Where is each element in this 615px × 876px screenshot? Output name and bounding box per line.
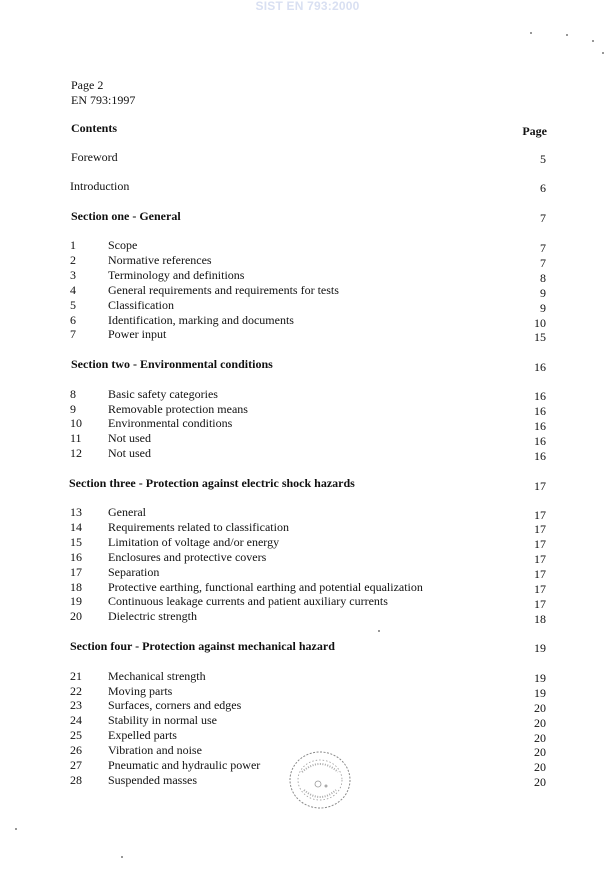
section-page: 16	[534, 360, 546, 374]
toc-item-title[interactable]: Terminology and definitions	[108, 268, 245, 282]
section-page: 7	[540, 211, 546, 225]
section-page: 17	[534, 479, 546, 493]
toc-item-title[interactable]: Continuous leakage currents and patient auxiliary currents	[108, 594, 388, 608]
toc-item-number: 13	[70, 505, 82, 519]
stamp-seal	[288, 750, 352, 810]
toc-item-title[interactable]: Suspended masses	[108, 773, 197, 787]
toc-item-number: 20	[70, 609, 82, 623]
toc-item-page: 7	[540, 256, 546, 270]
toc-item-number: 12	[70, 446, 82, 460]
section-page: 19	[534, 641, 546, 655]
toc-item-number: 23	[70, 698, 82, 712]
toc-item-number: 11	[70, 431, 82, 445]
toc-item-number: 16	[70, 550, 82, 564]
toc-item-page: 18	[534, 612, 546, 626]
scan-speck	[592, 40, 594, 42]
toc-item-number: 9	[70, 402, 76, 416]
section-heading[interactable]: Section four - Protection against mechanical hazard	[70, 639, 335, 653]
toc-item-title[interactable]: Environmental conditions	[108, 416, 233, 430]
toc-item-title[interactable]: Expelled parts	[108, 728, 177, 742]
scan-speck	[602, 52, 604, 54]
scan-speck	[378, 630, 380, 632]
toc-item-title[interactable]: General requirements and requirements for tests	[108, 283, 339, 297]
toc-item-number: 5	[70, 298, 76, 312]
toc-item-page: 20	[534, 775, 546, 789]
toc-item-number: 8	[70, 387, 76, 401]
toc-item-number: 15	[70, 535, 82, 549]
toc-item-title[interactable]: Basic safety categories	[108, 387, 218, 401]
toc-item-title[interactable]: Separation	[108, 565, 160, 579]
toc-item-number: 1	[70, 238, 76, 252]
toc-item-page: 17	[534, 597, 546, 611]
toc-foreword-title[interactable]: Foreword	[71, 150, 118, 164]
toc-item-title[interactable]: General	[108, 505, 146, 519]
toc-item-number: 18	[70, 580, 82, 594]
toc-item-page: 7	[540, 241, 546, 255]
toc-item-page: 16	[534, 389, 546, 403]
toc-item-title[interactable]: Dielectric strength	[108, 609, 197, 623]
page-label: Page 2	[71, 78, 104, 92]
toc-item-number: 7	[70, 327, 76, 341]
toc-item-page: 16	[534, 419, 546, 433]
toc-item-title[interactable]: Not used	[108, 446, 151, 460]
toc-item-title[interactable]: Normative references	[108, 253, 212, 267]
toc-item-title[interactable]: Moving parts	[108, 684, 173, 698]
toc-item-page: 17	[534, 552, 546, 566]
scan-speck	[121, 856, 123, 858]
section-heading[interactable]: Section two - Environmental conditions	[71, 357, 273, 371]
toc-item-title[interactable]: Identification, marking and documents	[108, 313, 294, 327]
toc-item-title[interactable]: Pneumatic and hydraulic power	[108, 758, 261, 772]
toc-introduction-title[interactable]: Introduction	[70, 179, 130, 193]
toc-item-number: 28	[70, 773, 82, 787]
toc-item-page: 20	[534, 701, 546, 715]
toc-item-number: 17	[70, 565, 82, 579]
toc-item-page: 16	[534, 434, 546, 448]
toc-item-number: 4	[70, 283, 76, 297]
page-column-heading: Page	[522, 124, 547, 138]
toc-item-page: 19	[534, 686, 546, 700]
scan-speck	[566, 34, 568, 36]
toc-item-number: 21	[70, 669, 82, 683]
toc-item-page: 15	[534, 330, 546, 344]
toc-item-number: 10	[70, 416, 82, 430]
toc-item-number: 22	[70, 684, 82, 698]
toc-item-title[interactable]: Classification	[108, 298, 174, 312]
toc-item-title[interactable]: Power input	[108, 327, 167, 341]
toc-item-page: 10	[534, 316, 546, 330]
toc-item-page: 16	[534, 449, 546, 463]
toc-item-page: 17	[534, 508, 546, 522]
toc-item-number: 14	[70, 520, 82, 534]
toc-item-number: 24	[70, 713, 82, 727]
toc-item-title[interactable]: Enclosures and protective covers	[108, 550, 267, 564]
toc-item-title[interactable]: Surfaces, corners and edges	[108, 698, 242, 712]
watermark: SIST EN 793:2000	[255, 0, 360, 13]
toc-item-number: 6	[70, 313, 76, 327]
toc-item-page: 20	[534, 731, 546, 745]
toc-item-page: 20	[534, 745, 546, 759]
toc-item-title[interactable]: Stability in normal use	[108, 713, 217, 727]
scan-speck	[15, 828, 17, 830]
toc-item-page: 19	[534, 671, 546, 685]
toc-item-page: 17	[534, 522, 546, 536]
toc-item-number: 25	[70, 728, 82, 742]
toc-item-page: 20	[534, 716, 546, 730]
section-heading[interactable]: Section one - General	[71, 209, 181, 223]
toc-item-number: 3	[70, 268, 76, 282]
toc-item-page: 17	[534, 537, 546, 551]
toc-foreword-page: 5	[540, 152, 546, 166]
toc-item-number: 2	[70, 253, 76, 267]
toc-item-page: 16	[534, 404, 546, 418]
toc-item-page: 20	[534, 760, 546, 774]
toc-item-number: 27	[70, 758, 82, 772]
toc-item-title[interactable]: Protective earthing, functional earthing and potential equalization	[108, 580, 423, 594]
section-heading[interactable]: Section three - Protection against electric shock hazards	[69, 476, 355, 490]
toc-item-title[interactable]: Limitation of voltage and/or energy	[108, 535, 280, 549]
contents-heading: Contents	[71, 121, 118, 135]
toc-item-page: 8	[540, 271, 546, 285]
toc-item-title[interactable]: Mechanical strength	[108, 669, 206, 683]
toc-item-page: 9	[540, 301, 546, 315]
toc-item-title[interactable]: Requirements related to classification	[108, 520, 289, 534]
toc-item-page: 9	[540, 286, 546, 300]
toc-item-title[interactable]: Removable protection means	[108, 402, 248, 416]
toc-item-title[interactable]: Scope	[108, 238, 138, 252]
toc-introduction-page: 6	[540, 181, 546, 195]
toc-item-number: 19	[70, 594, 82, 608]
toc-item-title[interactable]: Vibration and noise	[108, 743, 202, 757]
toc-item-page: 17	[534, 567, 546, 581]
scan-speck	[530, 32, 532, 34]
toc-item-title[interactable]: Not used	[108, 431, 151, 445]
standard-number: EN 793:1997	[71, 93, 136, 107]
toc-item-number: 26	[70, 743, 82, 757]
toc-item-page: 17	[534, 582, 546, 596]
